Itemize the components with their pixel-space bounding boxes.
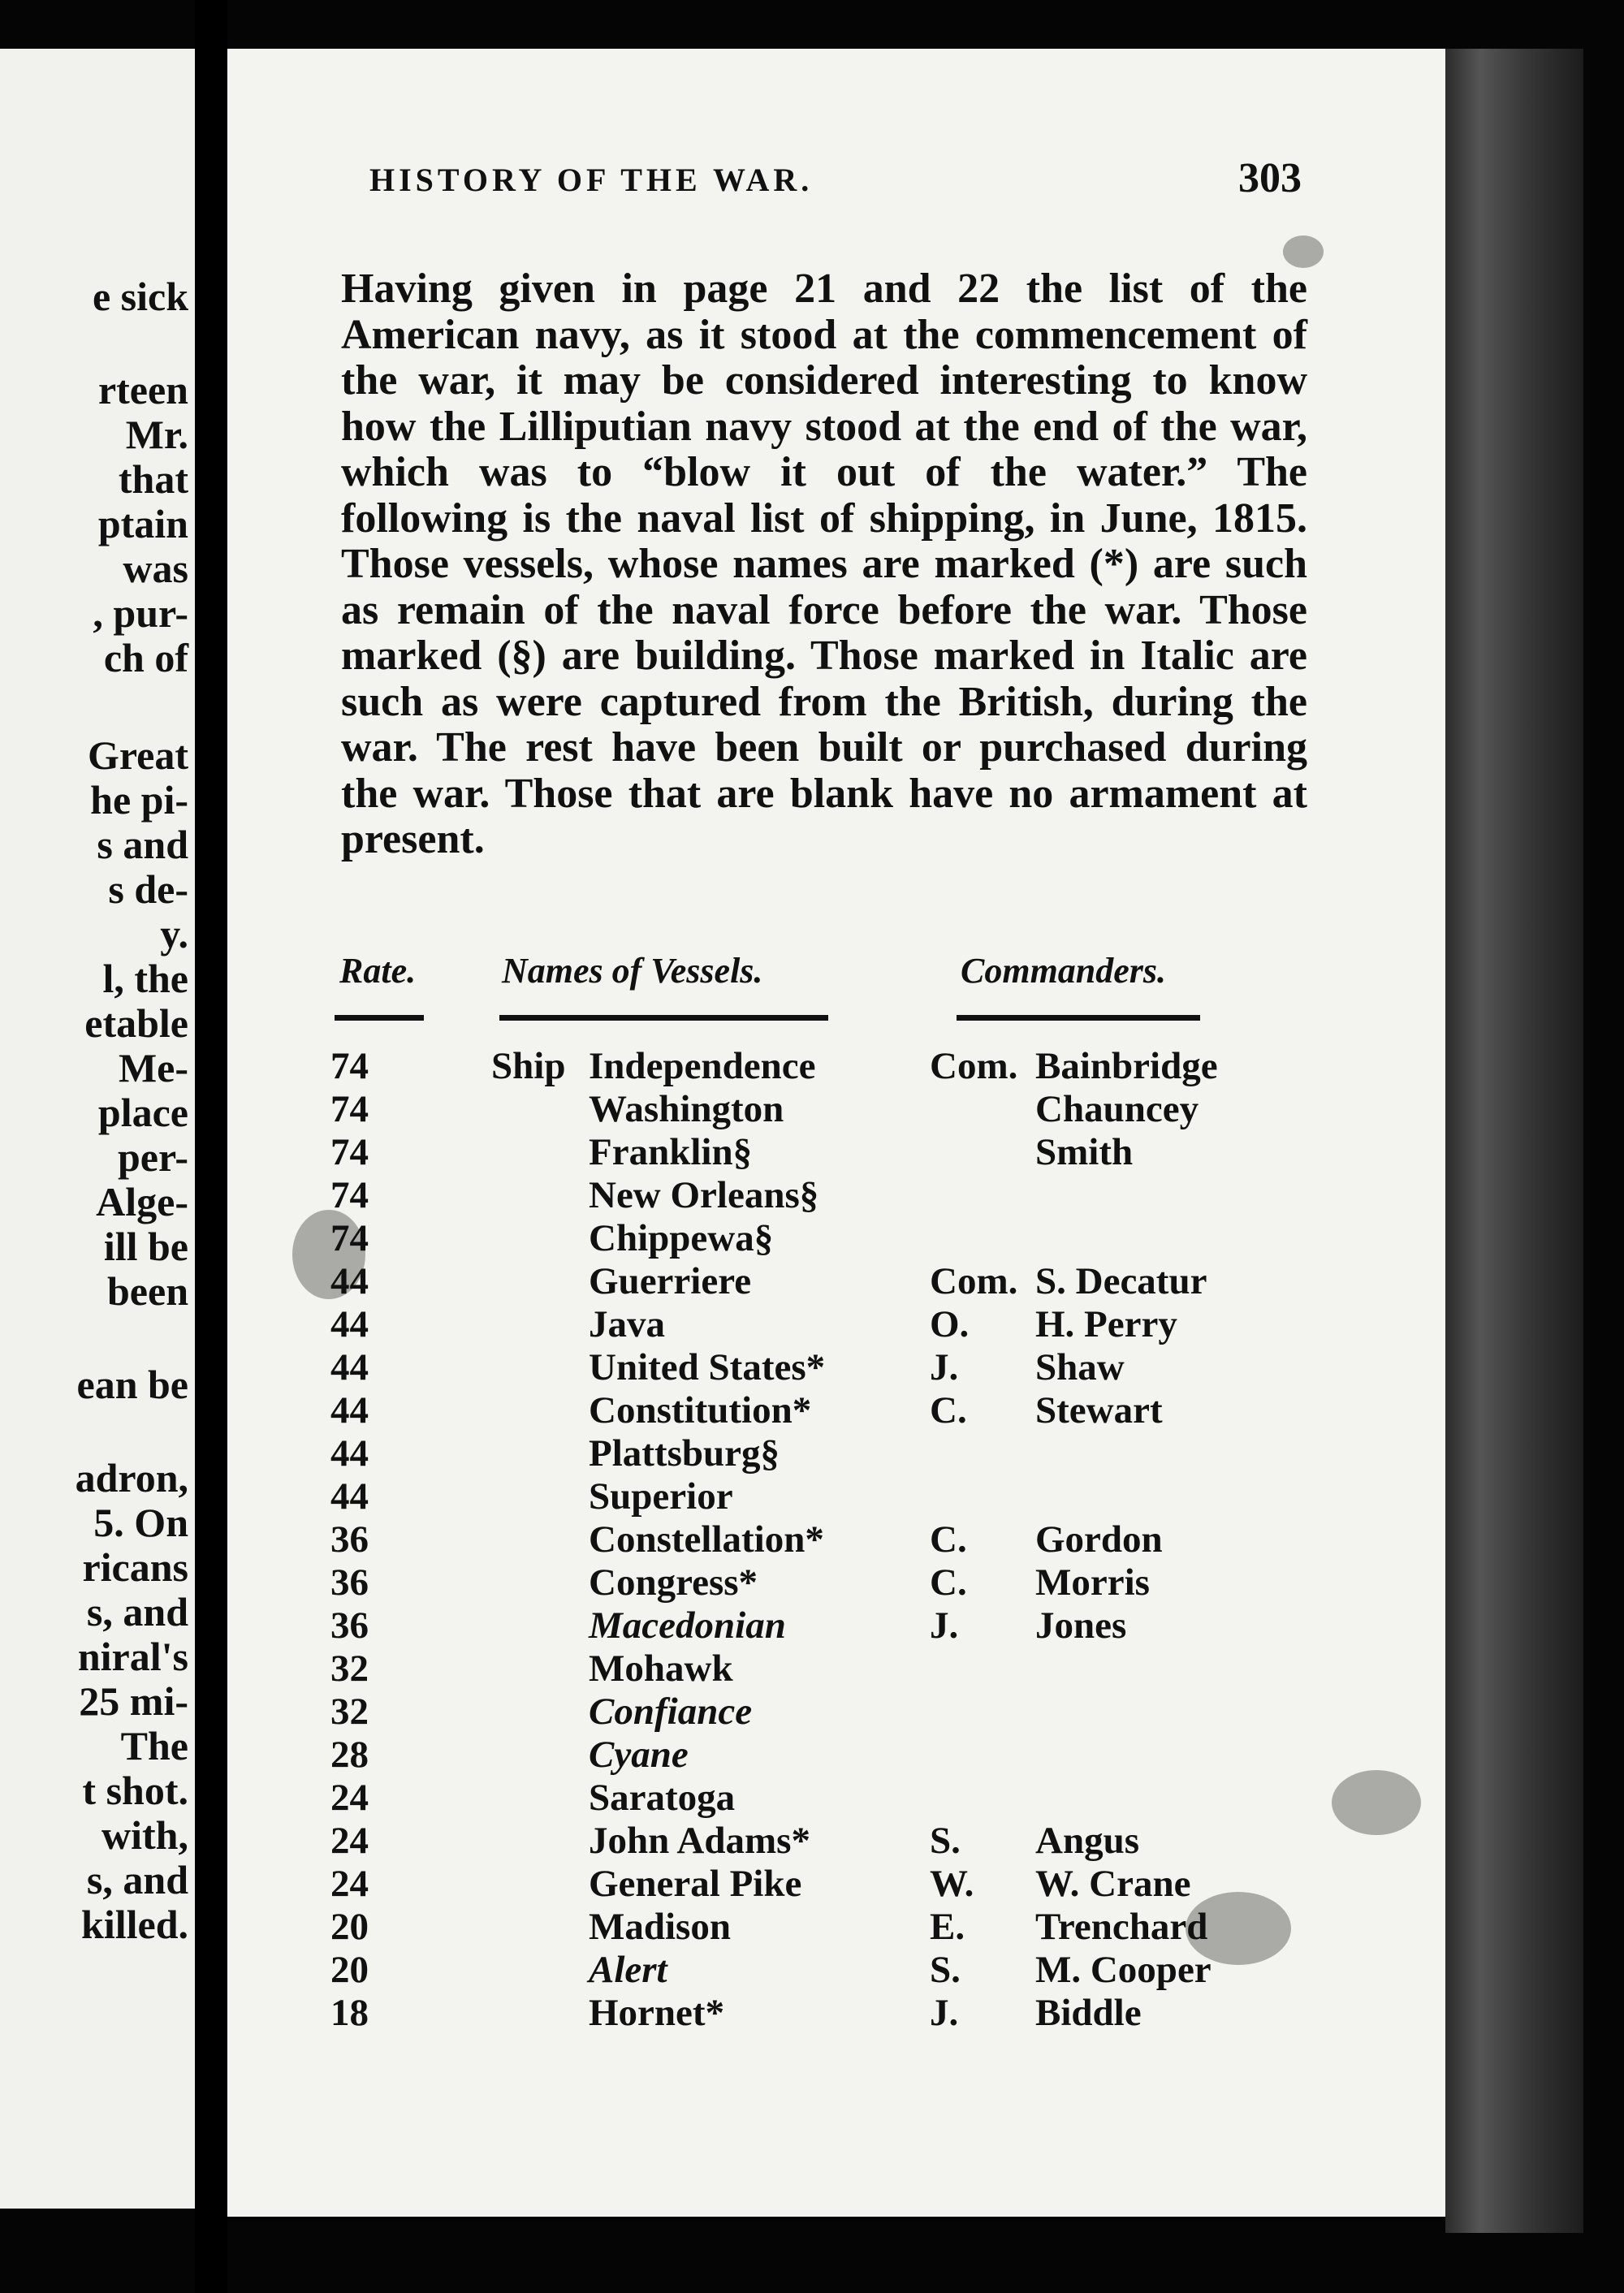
vessel-name-cell: General Pike (589, 1863, 802, 1905)
running-head: HISTORY OF THE WAR. (369, 162, 814, 198)
table-row (321, 1174, 1344, 1217)
table-row (321, 1820, 1344, 1863)
left-page-text-fragment: s, and (86, 1589, 188, 1634)
vessel-name-cell: John Adams* (589, 1820, 810, 1862)
left-page-text-fragment: per- (118, 1134, 188, 1180)
table-row (321, 1647, 1344, 1691)
left-page-text-fragment: killed. (81, 1902, 188, 1947)
rate-cell: 44 (330, 1389, 369, 1432)
left-page-text-fragment: Mr. (125, 412, 188, 457)
rate-cell: 44 (330, 1260, 369, 1302)
intro-paragraph: Having given in page 21 and 22 the list of the American navy, as it stood at the commencement of the war, it may be considered interesting to know how the Lilliputian navy stood at the end of the war, which was to “blow it out of the water.” The following is the naval list of shipping, in June, 1815. Those vessels, whose names are marked (*) are such as remain of the naval force before the war. Those marked (§) are building. Those marked in Italic are such as were captured from the British, during the war. The rest have been built or purchased during the war. Those that are blank have no armament at present. (341, 266, 1307, 862)
commander-name-cell: M. Cooper (1035, 1949, 1212, 1991)
ink-stain (1283, 235, 1324, 268)
commander-name-cell: Jones (1035, 1604, 1127, 1647)
rate-cell: 44 (330, 1346, 369, 1388)
commander-title-cell: W. (930, 1863, 974, 1905)
vessel-name-cell: Guerriere (589, 1260, 752, 1302)
left-page-text-fragment: adron, (75, 1455, 188, 1501)
rate-cell: 44 (330, 1303, 369, 1345)
vessel-name-cell: Java (589, 1303, 665, 1345)
commander-title-cell: J. (930, 1604, 959, 1647)
rate-cell: 24 (330, 1863, 369, 1905)
commander-name-cell: Biddle (1035, 1992, 1142, 2034)
commander-name-cell: Chauncey (1035, 1088, 1199, 1130)
table-row (321, 1131, 1344, 1174)
left-page-text-fragment: been (107, 1268, 188, 1314)
table-row (321, 1604, 1344, 1647)
table-row (321, 1475, 1344, 1518)
table-row (321, 1863, 1344, 1906)
commander-name-cell: Trenchard (1035, 1906, 1208, 1948)
rate-cell: 32 (330, 1647, 369, 1690)
left-page-text-fragment: , pur- (93, 590, 188, 636)
commander-title-cell: C. (930, 1389, 967, 1432)
left-page-text-fragment: ean be (76, 1362, 188, 1407)
left-page-text-fragment: s de- (108, 866, 188, 912)
table-row (321, 1260, 1344, 1303)
left-page-text-fragment: ptain (97, 501, 188, 546)
vessel-name-cell: Chippewa§ (589, 1217, 774, 1259)
table-row (321, 1088, 1344, 1131)
rate-cell: 28 (330, 1734, 369, 1776)
table-row (321, 1045, 1344, 1088)
book-spine-gutter (195, 0, 227, 2293)
rate-cell: 32 (330, 1691, 369, 1733)
left-page-text-fragment: The (120, 1723, 188, 1768)
left-page-text-fragment: s, and (86, 1857, 188, 1902)
commander-name-cell: Shaw (1035, 1346, 1125, 1388)
commanders-column-header: Commanders. (961, 951, 1167, 991)
ink-stain (1332, 1770, 1421, 1835)
vessel-name-cell: Superior (589, 1475, 733, 1518)
commander-name-cell: Smith (1035, 1131, 1134, 1173)
rate-column-header: Rate. (339, 951, 417, 991)
vessel-name-cell: Mohawk (589, 1647, 733, 1690)
vessel-name-cell: United States* (589, 1346, 826, 1388)
commander-title-cell: J. (930, 1346, 959, 1388)
rate-cell: 74 (330, 1174, 369, 1216)
left-page-text-fragment: y. (160, 911, 188, 956)
left-page-text-fragment: s and (97, 822, 188, 867)
page-fore-edge (1445, 49, 1583, 2233)
rate-cell: 20 (330, 1906, 369, 1948)
table-row (321, 1303, 1344, 1346)
commander-title-cell: J. (930, 1992, 959, 2034)
left-page-text-fragment: was (123, 546, 188, 591)
table-row (321, 1777, 1344, 1820)
left-page-text-fragment: ricans (82, 1544, 188, 1590)
commanders-header-rule (957, 1015, 1200, 1021)
left-page-text-fragment: t shot. (82, 1768, 188, 1813)
vessel-name-cell: Congress* (589, 1561, 758, 1604)
table-row (321, 1432, 1344, 1475)
table-row (321, 1949, 1344, 1992)
rate-cell: 20 (330, 1949, 369, 1991)
vessel-type-cell: Ship (491, 1045, 566, 1087)
left-page-text-fragment: Alge- (96, 1179, 188, 1224)
commander-title-cell: Com. (930, 1260, 1018, 1302)
vessel-name-cell: Cyane (589, 1734, 689, 1776)
left-page-text-fragment: etable (84, 1000, 188, 1046)
left-page-text-fragment: that (118, 456, 188, 502)
vessel-name-cell: Madison (589, 1906, 731, 1948)
commander-title-cell: O. (930, 1303, 970, 1345)
vessel-name-cell: Washington (589, 1088, 784, 1130)
vessel-name-cell: Saratoga (589, 1777, 736, 1819)
left-page-text-fragment: niral's (77, 1634, 188, 1679)
commander-title-cell: E. (930, 1906, 965, 1948)
left-page-text-fragment: Me- (118, 1045, 188, 1090)
commander-title-cell: S. (930, 1820, 961, 1862)
commander-title-cell: C. (930, 1518, 967, 1561)
rate-cell: 36 (330, 1518, 369, 1561)
vessel-name-cell: Franklin§ (589, 1131, 753, 1173)
commander-name-cell: W. Crane (1035, 1863, 1191, 1905)
vessel-name-cell: Constitution* (589, 1389, 812, 1432)
vessels-header-rule (499, 1015, 828, 1021)
rate-cell: 36 (330, 1604, 369, 1647)
commander-name-cell: Angus (1035, 1820, 1140, 1862)
commander-name-cell: S. Decatur (1035, 1260, 1207, 1302)
left-page-text-fragment: he pi- (90, 777, 188, 823)
commander-name-cell: H. Perry (1035, 1303, 1177, 1345)
rate-cell: 74 (330, 1088, 369, 1130)
vessel-name-cell: Hornet* (589, 1992, 725, 2034)
left-page-text-fragment: place (97, 1090, 188, 1135)
commander-name-cell: Bainbridge (1035, 1045, 1218, 1087)
rate-cell: 18 (330, 1992, 369, 2034)
commander-title-cell: C. (930, 1561, 967, 1604)
table-row (321, 1992, 1344, 2035)
left-page-text-fragment: ill be (103, 1224, 188, 1269)
table-row (321, 1691, 1344, 1734)
rate-header-rule (335, 1015, 424, 1021)
rate-cell: 44 (330, 1475, 369, 1518)
left-page-text-fragment: l, the (102, 956, 188, 1001)
table-row (321, 1734, 1344, 1777)
commander-name-cell: Morris (1035, 1561, 1150, 1604)
rate-cell: 74 (330, 1045, 369, 1087)
vessels-column-header: Names of Vessels. (502, 951, 763, 991)
rate-cell: 24 (330, 1820, 369, 1862)
vessel-name-cell: Alert (589, 1949, 667, 1991)
vessel-name-cell: Macedonian (589, 1604, 786, 1647)
vessel-name-cell: Constellation* (589, 1518, 824, 1561)
table-row (321, 1561, 1344, 1604)
page-number: 303 (1238, 155, 1302, 201)
table-row (321, 1389, 1344, 1432)
rate-cell: 36 (330, 1561, 369, 1604)
left-page-text-fragment: 25 mi- (79, 1678, 188, 1724)
left-page-text-fragment: 5. On (93, 1500, 188, 1545)
left-page-text-fragment: e sick (92, 274, 188, 319)
vessel-name-cell: Plattsburg§ (589, 1432, 780, 1475)
rate-cell: 74 (330, 1217, 369, 1259)
table-row (321, 1346, 1344, 1389)
commander-title-cell: Com. (930, 1045, 1018, 1087)
left-page-text-fragment: rteen (97, 367, 188, 412)
vessel-name-cell: Confiance (589, 1691, 753, 1733)
vessel-name-cell: New Orleans§ (589, 1174, 819, 1216)
commander-name-cell: Stewart (1035, 1389, 1163, 1432)
table-row (321, 1518, 1344, 1561)
commander-title-cell: S. (930, 1949, 961, 1991)
left-page-text-fragment: Great (87, 732, 188, 778)
commander-name-cell: Gordon (1035, 1518, 1163, 1561)
left-page-text-fragment: ch of (103, 635, 188, 680)
left-page-text-fragment: with, (102, 1812, 188, 1858)
rate-cell: 74 (330, 1131, 369, 1173)
vessel-name-cell: Independence (589, 1045, 816, 1087)
table-row (321, 1906, 1344, 1949)
table-row (321, 1217, 1344, 1260)
rate-cell: 24 (330, 1777, 369, 1819)
rate-cell: 44 (330, 1432, 369, 1475)
